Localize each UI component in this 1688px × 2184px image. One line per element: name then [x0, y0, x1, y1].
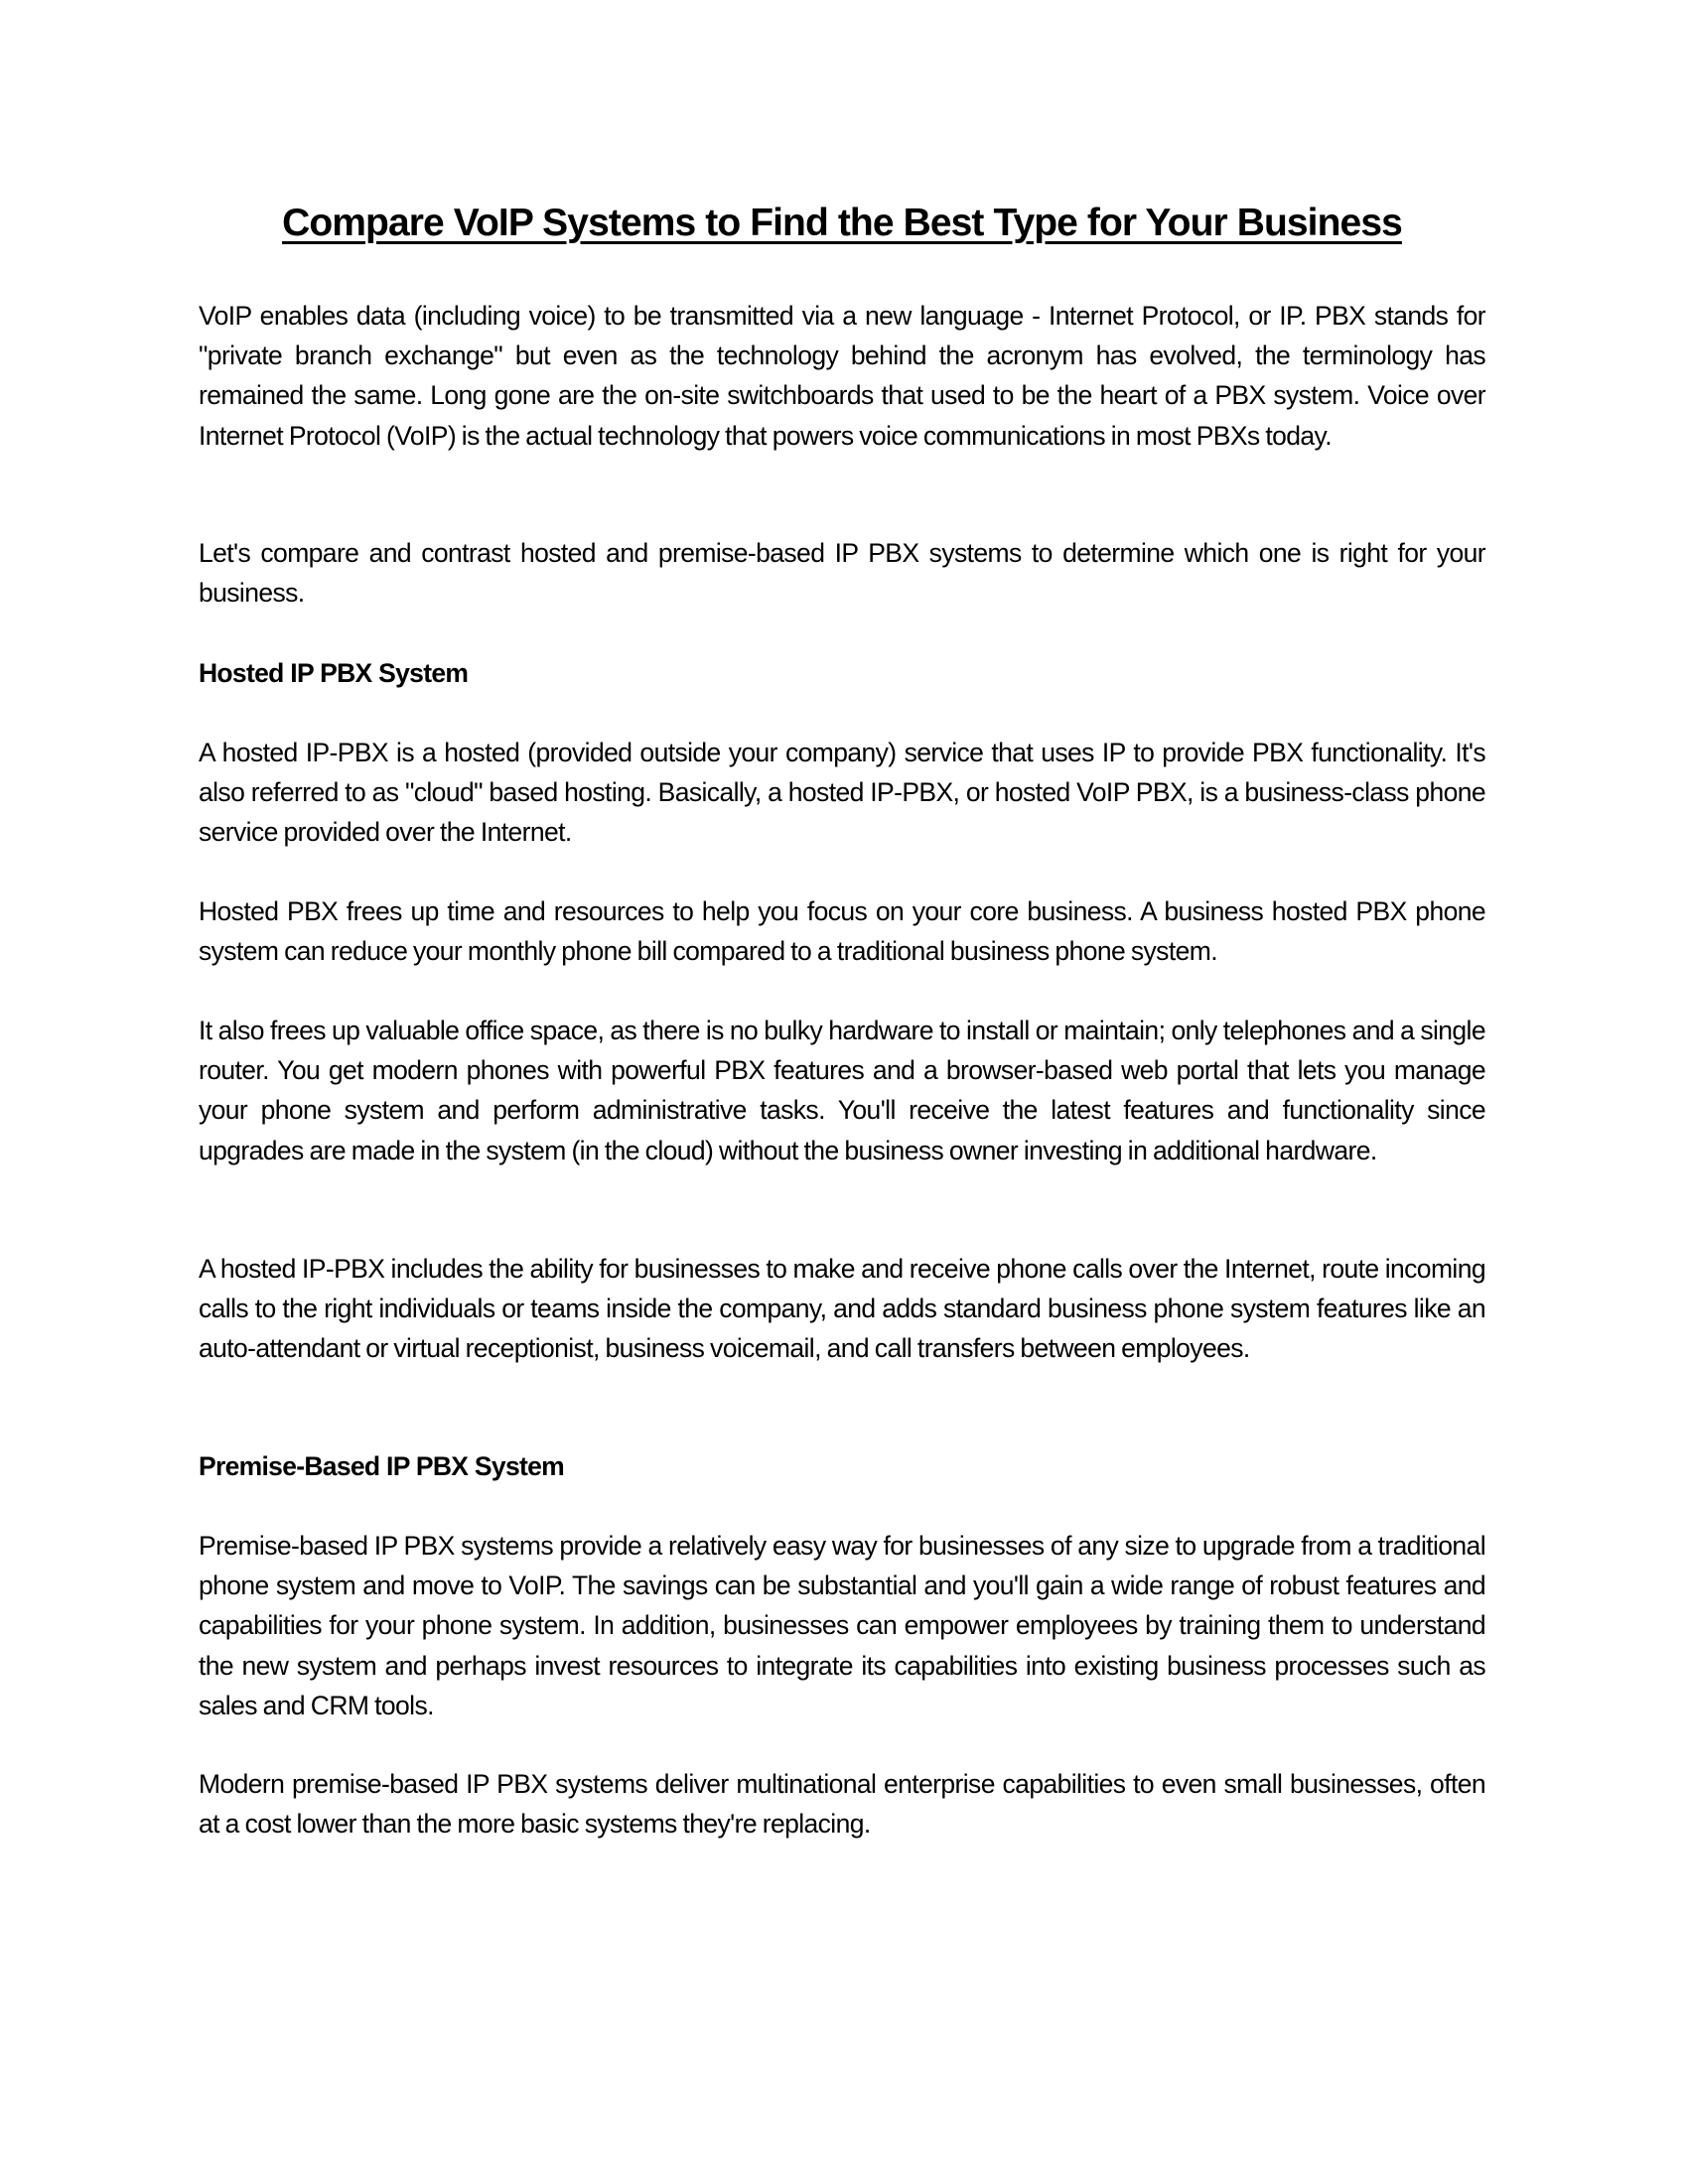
hosted-paragraph-3: It also frees up valuable office space, as there is no bulky hardware to install or maintain; only telephones and a single router. You get modern phones with powerful PBX features and a browser-based web portal that lets you manage your phone system and perform administrative tasks. You'll receive the latest features and functionality since upgrades are made in the system (in the cloud) without the business owner investing in additional hardware. [199, 1016, 1485, 1165]
page-title: Compare VoIP Systems to Find the Best Type for Your Business [282, 202, 1402, 244]
section-heading-premise: Premise-Based IP PBX System [199, 1451, 565, 1481]
intro-paragraph-1: VoIP enables data (including voice) to be transmitted via a new language - Internet Protocol, or IP. PBX stands for "private branch exchange" but even as the technology behind the acronym has evolved, the terminology has remained the same. Long gone are the on-site switchboards that used to be the heart of a PBX system. Voice over Internet Protocol (VoIP) is the actual technology that powers voice communications in most PBXs today. [199, 301, 1485, 451]
hosted-paragraph-4: A hosted IP-PBX includes the ability for businesses to make and receive phone calls over the Internet, route incoming calls to the right individuals or teams inside the company, and adds standard business phone system features like an auto-attendant or virtual receptionist, business voicemail, and call transfers between employees. [199, 1254, 1485, 1364]
premise-paragraph-1: Premise-based IP PBX systems provide a relatively easy way for businesses of any size to upgrade from a traditional phone system and move to VoIP. The savings can be substantial and you'll gain a wide range of robust features and capabilities for your phone system. In addition, businesses can empower employees by training them to understand the new system and perhaps invest resources to integrate its capabilities into existing business processes such as sales and CRM tools. [199, 1531, 1485, 1720]
hosted-paragraph-2: Hosted PBX frees up time and resources to help you focus on your core business. A business hosted PBX phone system can reduce your monthly phone bill compared to a traditional business phone system. [199, 896, 1485, 967]
section-heading-hosted: Hosted IP PBX System [199, 658, 469, 688]
premise-paragraph-2: Modern premise-based IP PBX systems deliver multinational enterprise capabilities to even small businesses, often at a cost lower than the more basic systems they're replacing. [199, 1769, 1485, 1840]
intro-paragraph-2: Let's compare and contrast hosted and premise-based IP PBX systems to determine which one is right for your business. [199, 538, 1485, 609]
hosted-paragraph-1: A hosted IP-PBX is a hosted (provided outside your company) service that uses IP to provide PBX functionality. It's also referred to as "cloud" based hosting. Basically, a hosted IP-PBX, or hosted VoIP PBX, is a business-class phone service provided over the Internet. [199, 738, 1485, 848]
